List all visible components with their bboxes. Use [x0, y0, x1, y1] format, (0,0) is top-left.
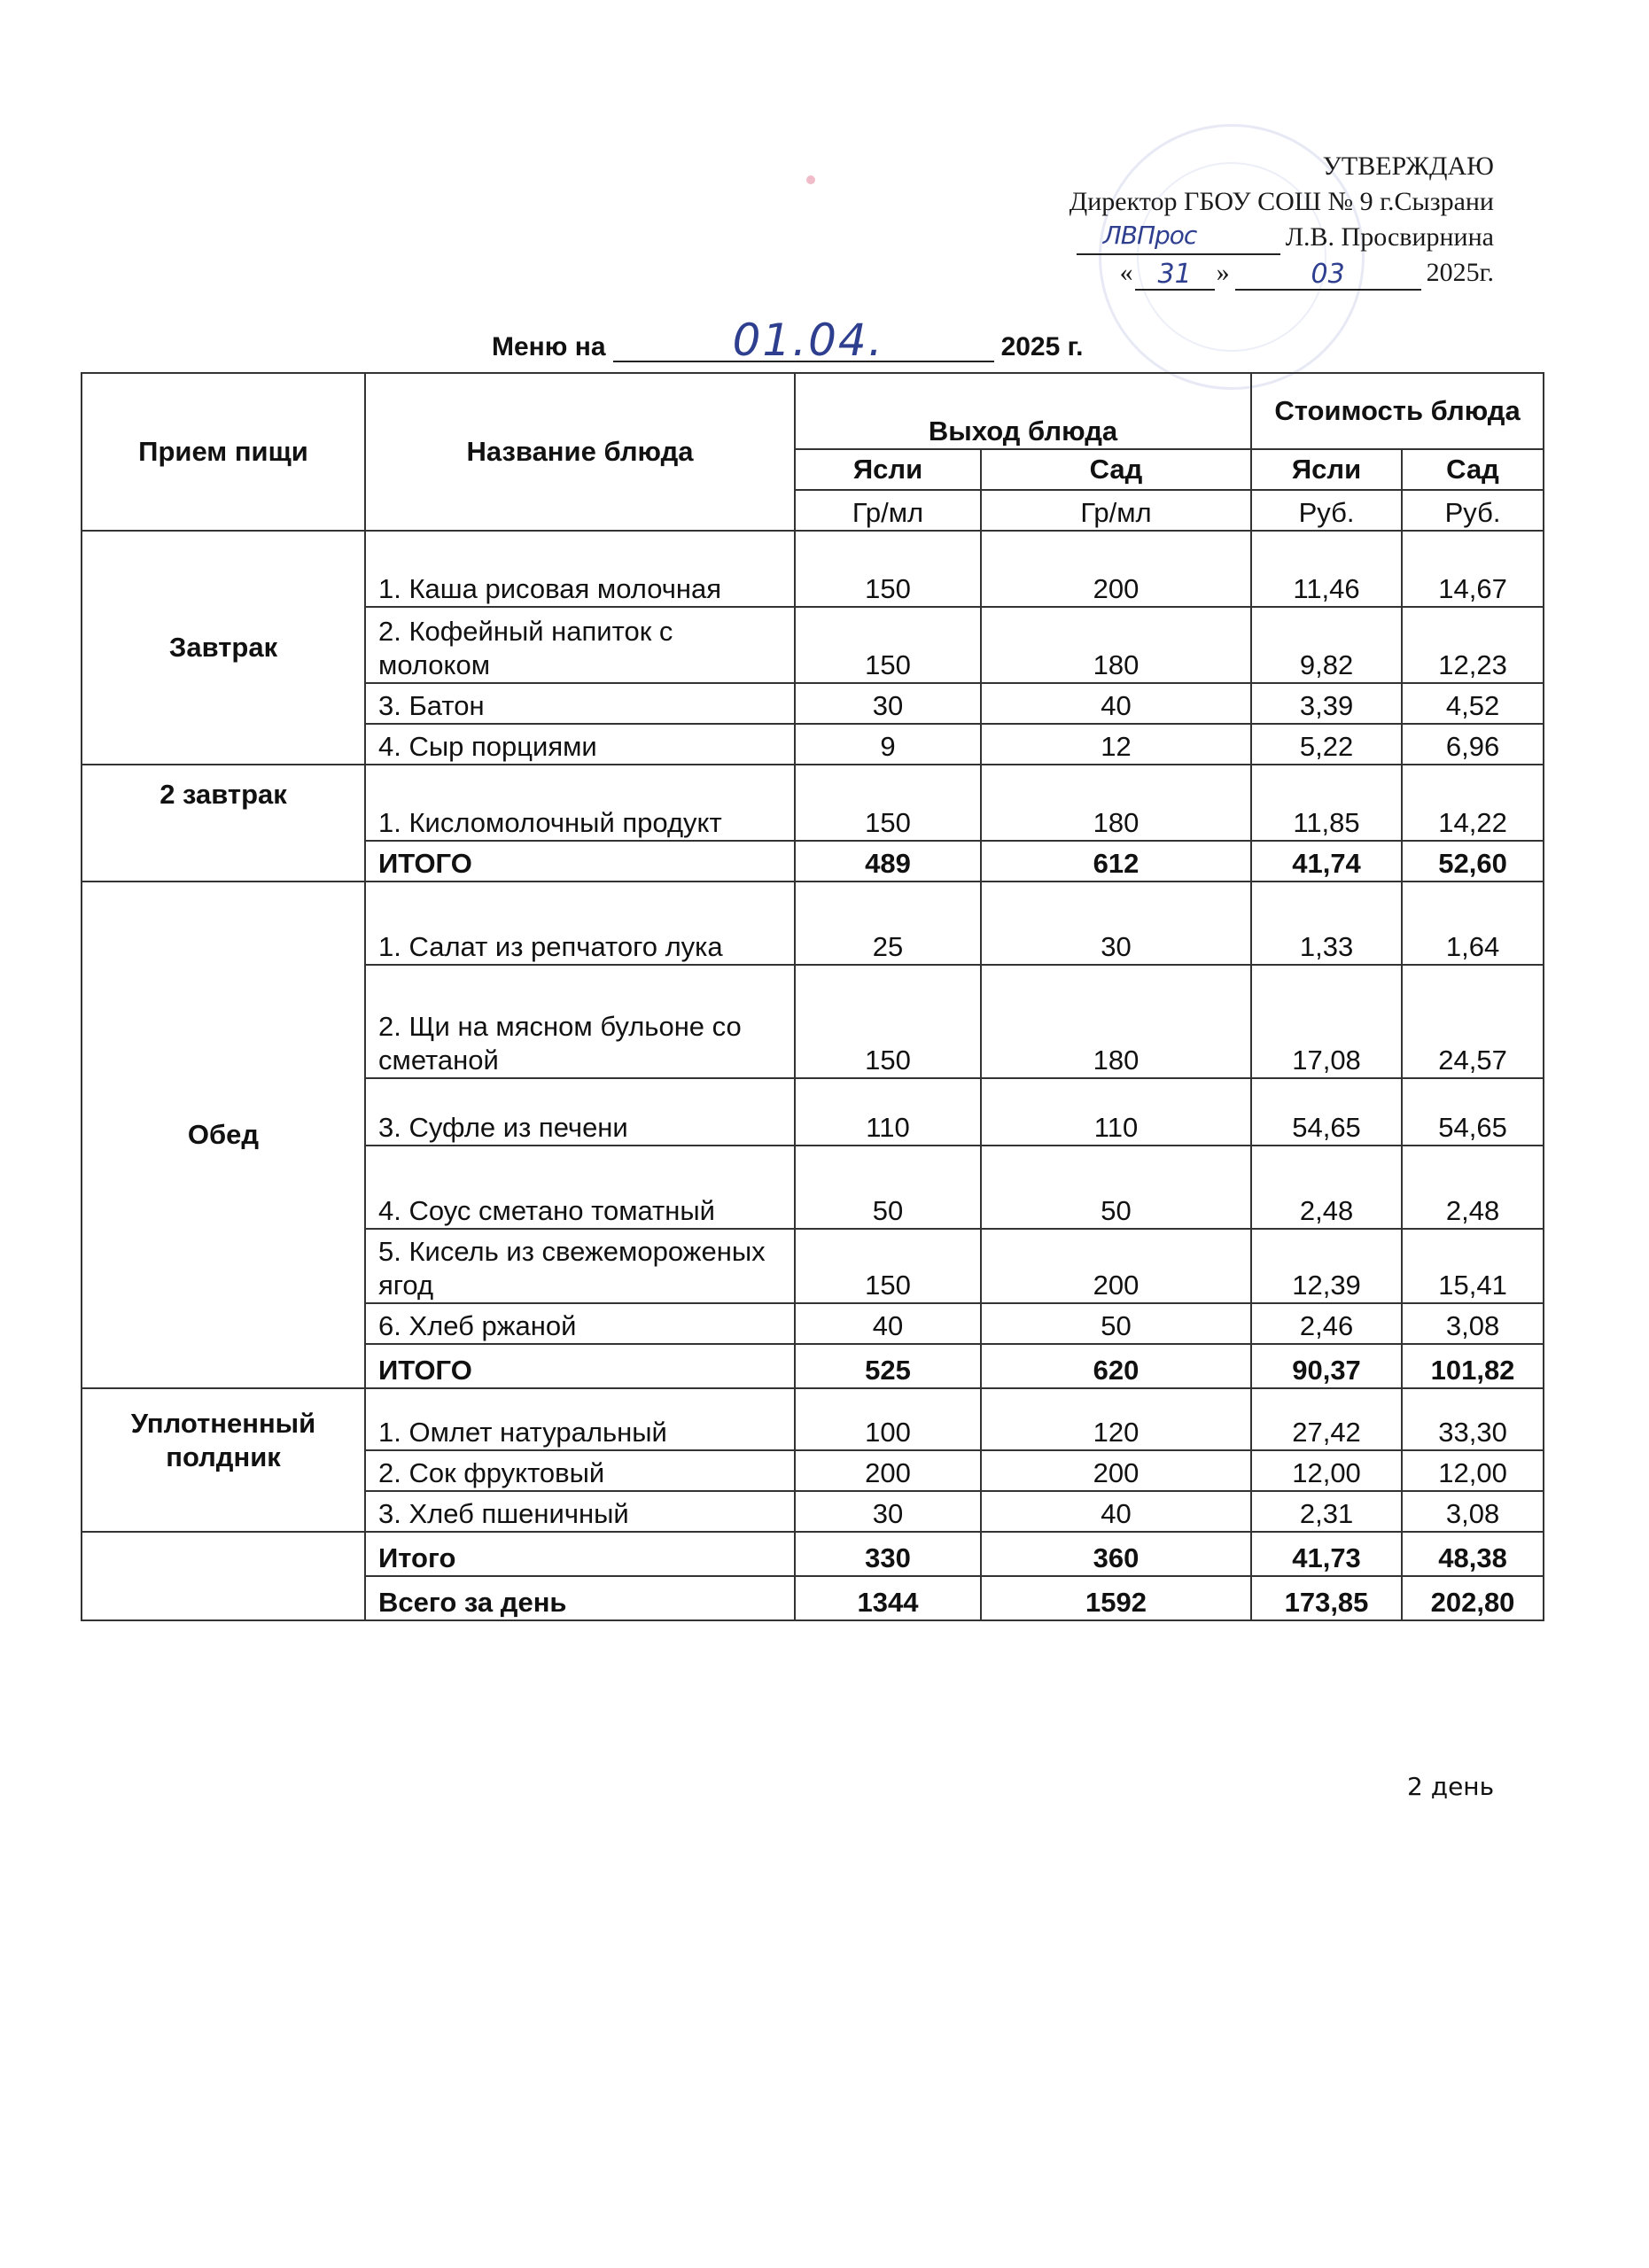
menu-title-prefix: Меню на: [492, 332, 606, 361]
cost-garden: 4,52: [1402, 683, 1544, 724]
handwritten-menu-date: 01.04.: [732, 315, 884, 366]
unit-output-garden: Гр/мл: [981, 490, 1251, 531]
total-cost-garden: 48,38: [1402, 1532, 1544, 1576]
grand-total-output-nursery: 1344: [795, 1576, 981, 1620]
dish-name: 2. Щи на мясном бульоне со сметаной: [365, 965, 795, 1078]
output-nursery: 25: [795, 882, 981, 965]
cost-garden: 12,23: [1402, 607, 1544, 683]
dish-name: 4. Соус сметано томатный: [365, 1146, 795, 1229]
dish-name: 3. Батон: [365, 683, 795, 724]
cost-nursery: 2,48: [1251, 1146, 1402, 1229]
cost-nursery: 12,00: [1251, 1450, 1402, 1491]
approval-year: 2025г.: [1426, 258, 1494, 287]
dish-name: 2. Сок фруктовый: [365, 1450, 795, 1491]
total-label: Итого: [365, 1532, 795, 1576]
cost-garden: 1,64: [1402, 882, 1544, 965]
dish-name: 3. Суфле из печени: [365, 1078, 795, 1146]
total-row: [82, 1532, 1544, 1576]
output-nursery: 150: [795, 965, 981, 1078]
total-cost-nursery: 41,73: [1251, 1532, 1402, 1576]
output-nursery: 150: [795, 765, 981, 841]
output-garden: 180: [981, 765, 1251, 841]
output-garden: 200: [981, 531, 1251, 607]
cost-nursery: 2,46: [1251, 1303, 1402, 1344]
menu-table: [81, 372, 1544, 1621]
meal-cell: 2 завтрак: [82, 765, 365, 882]
output-garden: 110: [981, 1078, 1251, 1146]
header-dish: Название блюда: [365, 373, 795, 531]
ink-dot: [806, 175, 815, 184]
grand-total-cost-nursery: 173,85: [1251, 1576, 1402, 1620]
header-cost: Стоимость блюда: [1251, 373, 1544, 449]
cost-garden: 14,67: [1402, 531, 1544, 607]
output-garden: 30: [981, 882, 1251, 965]
total-label: ИТОГО: [365, 1344, 795, 1388]
total-output-garden: 620: [981, 1344, 1251, 1388]
output-garden: 200: [981, 1229, 1251, 1303]
page-footer-day: 2 день: [1407, 1772, 1495, 1801]
output-garden: 180: [981, 965, 1251, 1078]
approval-block: [856, 149, 1494, 291]
output-garden: 180: [981, 607, 1251, 683]
handwritten-day: 31: [1157, 259, 1192, 290]
grand-total-output-garden: 1592: [981, 1576, 1251, 1620]
total-cost-nursery: 41,74: [1251, 841, 1402, 882]
table-row: [82, 531, 1544, 607]
cost-nursery: 9,82: [1251, 607, 1402, 683]
total-output-nursery: 489: [795, 841, 981, 882]
output-nursery: 150: [795, 531, 981, 607]
meal-cell: Уплотненный полдник: [82, 1388, 365, 1532]
output-garden: 50: [981, 1303, 1251, 1344]
cost-garden: 12,00: [1402, 1450, 1544, 1491]
total-cost-garden: 101,82: [1402, 1344, 1544, 1388]
dish-name: 1. Омлет натуральный: [365, 1388, 795, 1450]
header-meal: Прием пищи: [82, 373, 365, 531]
grand-total-cost-garden: 202,80: [1402, 1576, 1544, 1620]
unit-cost-nursery: Руб.: [1251, 490, 1402, 531]
output-nursery: 200: [795, 1450, 981, 1491]
cost-nursery: 11,46: [1251, 531, 1402, 607]
handwritten-month: 03: [1311, 259, 1345, 290]
cost-nursery: 11,85: [1251, 765, 1402, 841]
output-nursery: 110: [795, 1078, 981, 1146]
dish-name: 3. Хлеб пшеничный: [365, 1491, 795, 1532]
output-nursery: 150: [795, 607, 981, 683]
approval-title: УТВЕРЖДАЮ: [1322, 151, 1494, 181]
output-garden: 40: [981, 1491, 1251, 1532]
output-garden: 12: [981, 724, 1251, 765]
cost-garden: 3,08: [1402, 1491, 1544, 1532]
menu-title-suffix: 2025 г.: [1000, 332, 1084, 361]
header-output-garden: Сад: [981, 449, 1251, 490]
unit-output-nursery: Гр/мл: [795, 490, 981, 531]
output-nursery: 30: [795, 1491, 981, 1532]
header-output: Выход блюда: [795, 373, 1251, 449]
cost-garden: 15,41: [1402, 1229, 1544, 1303]
cost-nursery: 5,22: [1251, 724, 1402, 765]
dish-name: 2. Кофейный напиток с молоком: [365, 607, 795, 683]
cost-nursery: 17,08: [1251, 965, 1402, 1078]
output-garden: 120: [981, 1388, 1251, 1450]
total-cost-garden: 52,60: [1402, 841, 1544, 882]
quote-open: «: [1119, 258, 1133, 287]
output-nursery: 100: [795, 1388, 981, 1450]
signature-field: [1077, 221, 1280, 255]
table-row: [82, 882, 1544, 965]
cost-nursery: 54,65: [1251, 1078, 1402, 1146]
date-day-field: [1135, 259, 1215, 291]
output-garden: 200: [981, 1450, 1251, 1491]
cost-nursery: 2,31: [1251, 1491, 1402, 1532]
grand-total-label: Всего за день: [365, 1576, 795, 1620]
cost-nursery: 27,42: [1251, 1388, 1402, 1450]
cost-nursery: 3,39: [1251, 683, 1402, 724]
cost-garden: 54,65: [1402, 1078, 1544, 1146]
dish-name: 1. Салат из репчатого лука: [365, 882, 795, 965]
menu-date-field: [613, 315, 994, 366]
handwritten-signature: ЛВПрос: [1102, 221, 1197, 250]
output-nursery: 150: [795, 1229, 981, 1303]
cost-garden: 3,08: [1402, 1303, 1544, 1344]
approval-signature-line: [856, 220, 1494, 255]
output-nursery: 9: [795, 724, 981, 765]
empty-meal-cell: [82, 1576, 365, 1620]
dish-name: 4. Сыр порциями: [365, 724, 795, 765]
meal-cell: Обед: [82, 882, 365, 1388]
header-output-nursery: Ясли: [795, 449, 981, 490]
output-nursery: 40: [795, 1303, 981, 1344]
total-label: ИТОГО: [365, 841, 795, 882]
unit-cost-garden: Руб.: [1402, 490, 1544, 531]
output-garden: 40: [981, 683, 1251, 724]
cost-garden: 6,96: [1402, 724, 1544, 765]
output-nursery: 50: [795, 1146, 981, 1229]
output-nursery: 30: [795, 683, 981, 724]
dish-name: 5. Кисель из свежемороженых ягод: [365, 1229, 795, 1303]
approver-name: Л.В. Просвирнина: [1285, 222, 1494, 252]
dish-name: 6. Хлеб ржаной: [365, 1303, 795, 1344]
total-output-garden: 612: [981, 841, 1251, 882]
cost-garden: 2,48: [1402, 1146, 1544, 1229]
meal-cell: Завтрак: [82, 531, 365, 765]
cost-nursery: 12,39: [1251, 1229, 1402, 1303]
empty-meal-cell: [82, 1532, 365, 1576]
approval-position: Директор ГБОУ СОШ № 9 г.Сызрани: [1069, 187, 1494, 216]
total-output-garden: 360: [981, 1532, 1251, 1576]
approval-date: [856, 255, 1494, 291]
total-cost-nursery: 90,37: [1251, 1344, 1402, 1388]
quote-close: »: [1216, 258, 1230, 287]
cost-garden: 33,30: [1402, 1388, 1544, 1450]
cost-garden: 14,22: [1402, 765, 1544, 841]
table-row: [82, 1388, 1544, 1450]
header-cost-nursery: Ясли: [1251, 449, 1402, 490]
header-cost-garden: Сад: [1402, 449, 1544, 490]
total-output-nursery: 330: [795, 1532, 981, 1576]
grand-total-row: [82, 1576, 1544, 1620]
cost-garden: 24,57: [1402, 965, 1544, 1078]
cost-nursery: 1,33: [1251, 882, 1402, 965]
output-garden: 50: [981, 1146, 1251, 1229]
date-month-field: [1235, 259, 1421, 291]
table-row: [82, 765, 1544, 841]
dish-name: 1. Кисломолочный продукт: [365, 765, 795, 841]
dish-name: 1. Каша рисовая молочная: [365, 531, 795, 607]
menu-title: [492, 315, 1084, 366]
total-output-nursery: 525: [795, 1344, 981, 1388]
